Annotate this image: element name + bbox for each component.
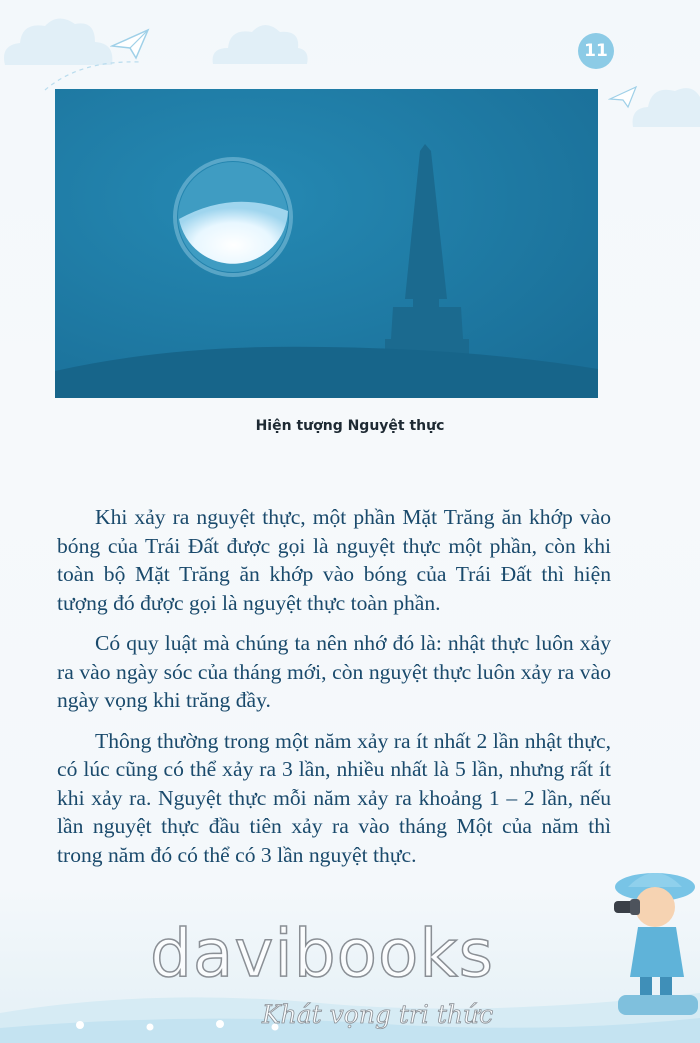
paragraph: Thông thường trong một năm xảy ra ít nhất 2 lần nhật thực, có lúc cũng có thể xảy ra 3 lần, nhiều nhất là 5 lần, nhưng rất ít khi xảy ra. Nguyệt thực mỗi năm xảy ra khoảng 1 – 2 lần, nếu lần nguyệt thực đầu tiên xảy ra vào tháng Một của năm thì trong năm đó có thể có 3 lần nguyệt thực. — [57, 728, 611, 867]
watermark-tagline: Khát vọng tri thức — [262, 1000, 494, 1029]
flower-decoration — [70, 1015, 290, 1035]
paragraph: Khi xảy ra nguyệt thực, một phần Mặt Trăng ăn khớp vào bóng của Trái Đất được gọi là nguyệt thực một phần, còn khi toàn bộ Mặt Trăng ăn khớp vào bóng của Trái Đất thì hiện tượng đó được gọi là nguyệt thực toàn phần. — [57, 505, 611, 615]
watermark-brand: davibooks — [150, 915, 494, 992]
paper-plane-icon — [608, 85, 638, 109]
paragraph: Có quy luật mà chúng ta nên nhớ đó là: nhật thực luôn xảy ra vào ngày sóc của tháng mới, còn nguyệt thực luôn xảy ra vào ngày vọng khi trăng đầy. — [57, 631, 611, 712]
cloud-decoration — [630, 75, 700, 130]
child-binoculars-illustration — [600, 865, 700, 1015]
cloud-decoration — [210, 18, 310, 68]
body-text — [57, 503, 611, 881]
figure-caption: Hiện tượng Nguyệt thực — [255, 418, 445, 434]
eclipse-photo — [55, 89, 598, 398]
page-number: 11 — [578, 33, 614, 69]
